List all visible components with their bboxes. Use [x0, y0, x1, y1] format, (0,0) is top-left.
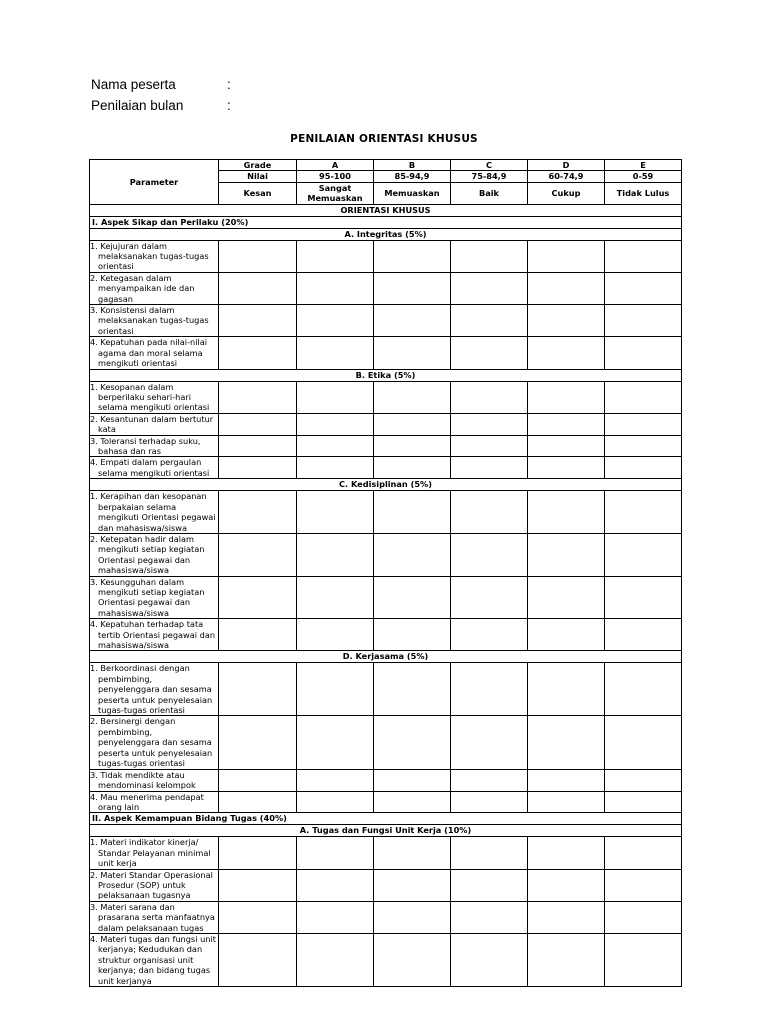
score-cell[interactable]: [297, 413, 374, 435]
score-cell[interactable]: [528, 381, 605, 413]
blank-cell[interactable]: [219, 435, 297, 457]
subsection-heading: D. Kerjasama (5%): [90, 651, 682, 663]
blank-cell[interactable]: [219, 457, 297, 479]
field-penilaian-bulan: [91, 98, 231, 113]
score-cell[interactable]: [605, 716, 682, 769]
parameter-item: 2. Kesantunan dalam bertutur kata: [90, 413, 219, 435]
table-row: [90, 435, 682, 457]
score-cell[interactable]: [451, 491, 528, 534]
blank-cell[interactable]: [219, 413, 297, 435]
score-cell[interactable]: [451, 769, 528, 791]
parameter-item: 1. Materi indikator kinerja/ Standar Pelayanan minimal unit kerja: [90, 837, 219, 869]
score-cell[interactable]: [451, 716, 528, 769]
nilai-cell: 95-100: [297, 171, 374, 182]
score-cell[interactable]: [297, 272, 374, 304]
blank-cell[interactable]: [219, 791, 297, 813]
table-row: [90, 663, 682, 716]
blank-cell[interactable]: [219, 305, 297, 337]
blank-cell[interactable]: [219, 381, 297, 413]
score-cell[interactable]: [528, 576, 605, 619]
table-row: [90, 619, 682, 651]
score-cell[interactable]: [528, 435, 605, 457]
score-cell[interactable]: [297, 901, 374, 933]
table-row: [90, 769, 682, 791]
page-title: PENILAIAN ORIENTASI KHUSUS: [290, 133, 478, 145]
parameter-item: 3. Konsistensi dalam melaksanakan tugas-tugas orientasi: [90, 305, 219, 337]
score-cell[interactable]: [451, 305, 528, 337]
score-cell[interactable]: [605, 619, 682, 651]
score-cell[interactable]: [451, 933, 528, 986]
parameter-item: 2. Ketepatan hadir dalam mengikuti setiap kegiatan Orientasi pegawai dan mahasiswa/siswa: [90, 533, 219, 576]
score-cell[interactable]: [528, 837, 605, 869]
score-cell[interactable]: [605, 837, 682, 869]
parameter-item: 4. Materi tugas dan fungsi unit kerjanya; Kedudukan dan struktur organisasi unit kerjanya; dan bidang tugas unit kerjanya: [90, 933, 219, 986]
grade-label: Grade: [219, 160, 297, 171]
score-cell[interactable]: [451, 663, 528, 716]
score-cell[interactable]: [451, 272, 528, 304]
score-cell[interactable]: [528, 869, 605, 901]
subsection-heading: C. Kedisiplinan (5%): [90, 479, 682, 491]
blank-cell[interactable]: [219, 619, 297, 651]
parameter-item: 1. Berkoordinasi dengan pembimbing, penyelenggara dan sesama peserta untuk penyelesaian tugas-tugas orientasi: [90, 663, 219, 716]
score-cell[interactable]: [374, 457, 451, 479]
score-cell[interactable]: [297, 533, 374, 576]
grade-cell: B: [374, 160, 451, 171]
field-nama-peserta: [91, 77, 231, 92]
parameter-item: 2. Bersinergi dengan pembimbing, penyelenggara dan sesama peserta untuk penyelesaian tugas-tugas orientasi: [90, 716, 219, 769]
score-cell[interactable]: [374, 491, 451, 534]
score-cell[interactable]: [451, 457, 528, 479]
score-cell[interactable]: [605, 869, 682, 901]
blank-cell[interactable]: [219, 337, 297, 369]
field-colon: :: [227, 77, 231, 92]
blank-cell[interactable]: [219, 576, 297, 619]
kesan-cell: Sangat Memuaskan: [297, 182, 374, 204]
section-title: ORIENTASI KHUSUS: [90, 204, 682, 216]
blank-cell[interactable]: [219, 272, 297, 304]
nilai-label: Nilai: [219, 171, 297, 182]
score-cell[interactable]: [374, 933, 451, 986]
score-cell[interactable]: [451, 901, 528, 933]
score-cell[interactable]: [528, 533, 605, 576]
parameter-item: 4. Empati dalam pergaulan selama mengikuti orientasi: [90, 457, 219, 479]
score-cell[interactable]: [605, 663, 682, 716]
field-label: Penilaian bulan: [91, 98, 184, 113]
score-cell[interactable]: [374, 837, 451, 869]
score-cell[interactable]: [374, 413, 451, 435]
field-colon: :: [227, 98, 231, 113]
score-cell[interactable]: [605, 769, 682, 791]
parameter-item: 3. Kesungguhan dalam mengikuti setiap kegiatan Orientasi pegawai dan mahasiswa/siswa: [90, 576, 219, 619]
score-cell[interactable]: [374, 240, 451, 272]
score-cell[interactable]: [374, 663, 451, 716]
blank-cell[interactable]: [219, 769, 297, 791]
score-cell[interactable]: [297, 576, 374, 619]
score-cell[interactable]: [374, 337, 451, 369]
table-row: [90, 901, 682, 933]
score-cell[interactable]: [528, 457, 605, 479]
score-cell[interactable]: [528, 337, 605, 369]
score-cell[interactable]: [374, 619, 451, 651]
grade-cell: D: [528, 160, 605, 171]
score-cell[interactable]: [451, 413, 528, 435]
score-cell[interactable]: [605, 933, 682, 986]
score-cell[interactable]: [605, 576, 682, 619]
table-row: [90, 457, 682, 479]
subsection-heading: B. Etika (5%): [90, 369, 682, 381]
score-cell[interactable]: [297, 837, 374, 869]
score-cell[interactable]: [297, 337, 374, 369]
nilai-cell: 75-84,9: [451, 171, 528, 182]
table-row: [90, 791, 682, 813]
score-cell[interactable]: [605, 413, 682, 435]
score-cell[interactable]: [451, 381, 528, 413]
score-cell[interactable]: [451, 435, 528, 457]
score-cell[interactable]: [605, 337, 682, 369]
blank-cell[interactable]: [219, 901, 297, 933]
score-cell[interactable]: [528, 305, 605, 337]
blank-cell[interactable]: [219, 933, 297, 986]
table-row: [90, 533, 682, 576]
blank-cell[interactable]: [219, 716, 297, 769]
score-cell[interactable]: [297, 769, 374, 791]
table-row: [90, 337, 682, 369]
nilai-cell: 85-94,9: [374, 171, 451, 182]
parameter-item: 3. Tidak mendikte atau mendominasi kelompok: [90, 769, 219, 791]
table-row: [90, 305, 682, 337]
score-cell[interactable]: [605, 240, 682, 272]
score-cell[interactable]: [528, 663, 605, 716]
score-cell[interactable]: [297, 435, 374, 457]
table-row: [90, 933, 682, 986]
grade-cell: A: [297, 160, 374, 171]
parameter-item: 3. Materi sarana dan prasarana serta manfaatnya dalam pelaksanaan tugas: [90, 901, 219, 933]
aspek-heading: II. Aspek Kemampuan Bidang Tugas (40%): [90, 813, 682, 825]
score-cell[interactable]: [297, 716, 374, 769]
score-cell[interactable]: [297, 381, 374, 413]
score-cell[interactable]: [297, 791, 374, 813]
grade-cell: C: [451, 160, 528, 171]
score-cell[interactable]: [451, 337, 528, 369]
score-cell[interactable]: [451, 619, 528, 651]
score-cell[interactable]: [528, 716, 605, 769]
table-row: [90, 272, 682, 304]
score-cell[interactable]: [528, 240, 605, 272]
parameter-item: 4. Kepatuhan terhadap tata tertib Orientasi pegawai dan mahasiswa/siswa: [90, 619, 219, 651]
parameter-item: 1. Kesopanan dalam berperilaku sehari-hari selama mengikuti orientasi: [90, 381, 219, 413]
parameter-item: 2. Materi Standar Operasional Prosedur (SOP) untuk pelaksanaan tugasnya: [90, 869, 219, 901]
assessment-table: [89, 159, 682, 987]
score-cell[interactable]: [528, 901, 605, 933]
parameter-item: 4. Mau menerima pendapat orang lain: [90, 791, 219, 813]
blank-cell[interactable]: [219, 869, 297, 901]
table-row: [90, 716, 682, 769]
blank-cell[interactable]: [219, 491, 297, 534]
nilai-cell: 60-74,9: [528, 171, 605, 182]
subsection-heading: A. Tugas dan Fungsi Unit Kerja (10%): [90, 825, 682, 837]
score-cell[interactable]: [528, 413, 605, 435]
score-cell[interactable]: [374, 533, 451, 576]
kesan-label: Kesan: [219, 182, 297, 204]
score-cell[interactable]: [528, 272, 605, 304]
score-cell[interactable]: [451, 791, 528, 813]
score-cell[interactable]: [605, 272, 682, 304]
score-cell[interactable]: [374, 901, 451, 933]
score-cell[interactable]: [374, 435, 451, 457]
table-row: [90, 837, 682, 869]
parameter-item: 2. Ketegasan dalam menyampaikan ide dan gagasan: [90, 272, 219, 304]
kesan-cell: Tidak Lulus: [605, 182, 682, 204]
parameter-item: 1. Kerapihan dan kesopanan berpakaian selama mengikuti Orientasi pegawai dan mahasiswa/siswa: [90, 491, 219, 534]
score-cell[interactable]: [605, 901, 682, 933]
parameter-item: 1. Kejujuran dalam melaksanakan tugas-tugas orientasi: [90, 240, 219, 272]
score-cell[interactable]: [374, 869, 451, 901]
score-cell[interactable]: [374, 305, 451, 337]
nilai-cell: 0-59: [605, 171, 682, 182]
score-cell[interactable]: [605, 305, 682, 337]
parameter-header: Parameter: [90, 160, 219, 205]
score-cell[interactable]: [451, 869, 528, 901]
table-row: [90, 491, 682, 534]
subsection-heading: A. Integritas (5%): [90, 228, 682, 240]
blank-cell[interactable]: [219, 533, 297, 576]
table-row: [90, 381, 682, 413]
field-label: Nama peserta: [91, 77, 176, 92]
grade-cell: E: [605, 160, 682, 171]
table-row: [90, 413, 682, 435]
score-cell[interactable]: [297, 240, 374, 272]
kesan-cell: Cukup: [528, 182, 605, 204]
score-cell[interactable]: [374, 381, 451, 413]
score-cell[interactable]: [605, 791, 682, 813]
score-cell[interactable]: [297, 491, 374, 534]
parameter-item: 3. Toleransi terhadap suku, bahasa dan ras: [90, 435, 219, 457]
kesan-cell: Baik: [451, 182, 528, 204]
score-cell[interactable]: [297, 619, 374, 651]
table-row: [90, 576, 682, 619]
kesan-cell: Memuaskan: [374, 182, 451, 204]
score-cell[interactable]: [605, 457, 682, 479]
score-cell[interactable]: [605, 381, 682, 413]
parameter-item: 4. Kepatuhan pada nilai-nilai agama dan moral selama mengikuti orientasi: [90, 337, 219, 369]
blank-cell[interactable]: [219, 663, 297, 716]
score-cell[interactable]: [297, 305, 374, 337]
score-cell[interactable]: [605, 533, 682, 576]
score-cell[interactable]: [297, 869, 374, 901]
score-cell[interactable]: [451, 533, 528, 576]
score-cell[interactable]: [528, 769, 605, 791]
score-cell[interactable]: [297, 457, 374, 479]
score-cell[interactable]: [451, 240, 528, 272]
score-cell[interactable]: [528, 791, 605, 813]
aspek-heading: I. Aspek Sikap dan Perilaku (20%): [90, 216, 682, 228]
score-cell[interactable]: [297, 933, 374, 986]
score-cell[interactable]: [374, 716, 451, 769]
blank-cell[interactable]: [219, 837, 297, 869]
table-row: [90, 869, 682, 901]
table-row: [90, 240, 682, 272]
score-cell[interactable]: [374, 272, 451, 304]
blank-cell[interactable]: [219, 240, 297, 272]
score-cell[interactable]: [605, 491, 682, 534]
score-cell[interactable]: [374, 791, 451, 813]
score-cell[interactable]: [297, 663, 374, 716]
score-cell[interactable]: [451, 576, 528, 619]
score-cell[interactable]: [374, 576, 451, 619]
score-cell[interactable]: [528, 491, 605, 534]
score-cell[interactable]: [451, 837, 528, 869]
score-cell[interactable]: [528, 619, 605, 651]
score-cell[interactable]: [374, 769, 451, 791]
score-cell[interactable]: [605, 435, 682, 457]
score-cell[interactable]: [528, 933, 605, 986]
